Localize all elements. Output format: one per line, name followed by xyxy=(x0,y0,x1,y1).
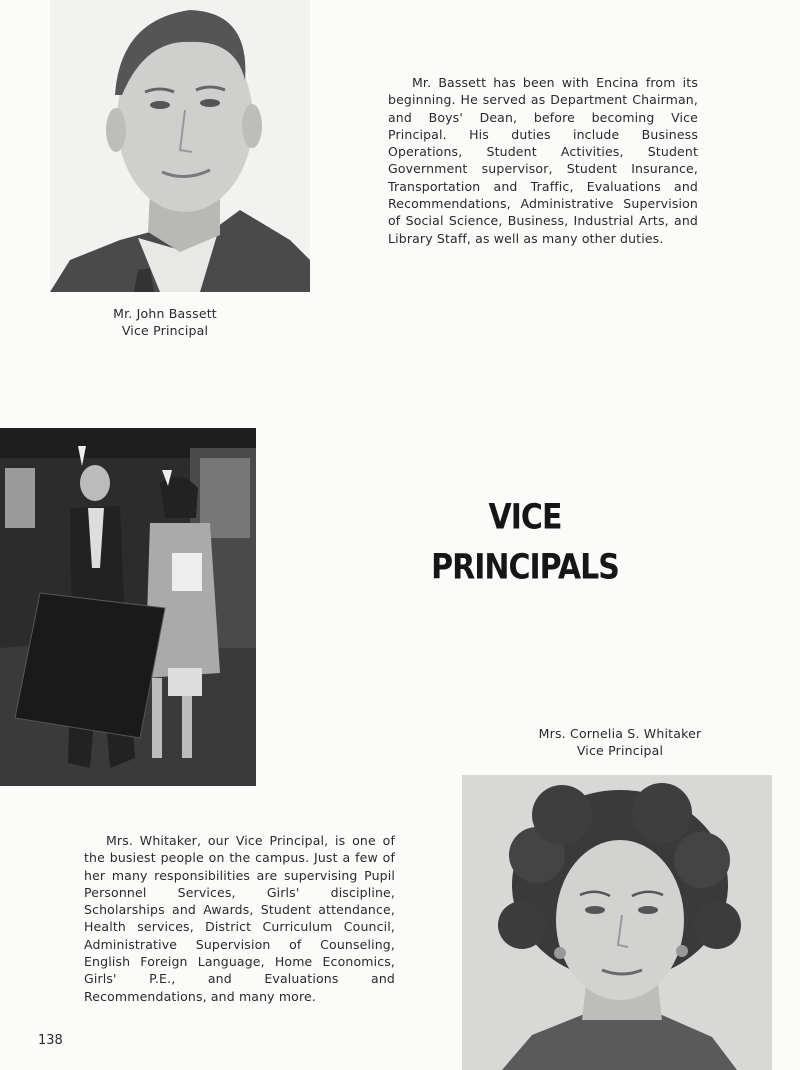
bassett-bio-text: Mr. Bassett has been with Encina from its beginning. He served as Department Chairman, and Boys' Dean, before becoming Vice Principal. His duties include Business Operations, Student Activities, Student Government supervisor, Student Insurance, Transportation and Traffic, Evaluations and Recommendations, Administrative Supervision of Social Science, Business, Industrial Arts, and Library Staff, as well as many other duties. xyxy=(388,75,698,246)
page-number: 138 xyxy=(38,1033,63,1048)
whitaker-name: Mrs. Cornelia S. Whitaker xyxy=(538,726,702,741)
section-heading-line1: VICE xyxy=(488,497,562,538)
candid-hallway-photo xyxy=(0,428,256,786)
whitaker-bio-text: Mrs. Whitaker, our Vice Principal, is one of the busiest people on the campus. Just a few of her many responsibilities are supervising Pupil Personnel Services, Girls' discipline, Scholarships and Awards, Student attendance, Health services, District Curriculum Council, Administrative Supervision of Counseling, English Foreign Language, Home Economics, Girls' P.E., and Evaluations and Recommendations, and many more. xyxy=(84,833,395,1004)
whitaker-portrait-photo xyxy=(462,775,772,1070)
section-heading-line2: PRINCIPALS xyxy=(431,547,619,588)
bassett-portrait-photo xyxy=(50,0,310,292)
whitaker-title: Vice Principal xyxy=(576,743,664,758)
bassett-caption xyxy=(80,305,250,339)
bassett-name: Mr. John Bassett xyxy=(113,306,217,321)
bassett-title: Vice Principal xyxy=(121,323,209,338)
whitaker-caption xyxy=(520,725,720,759)
